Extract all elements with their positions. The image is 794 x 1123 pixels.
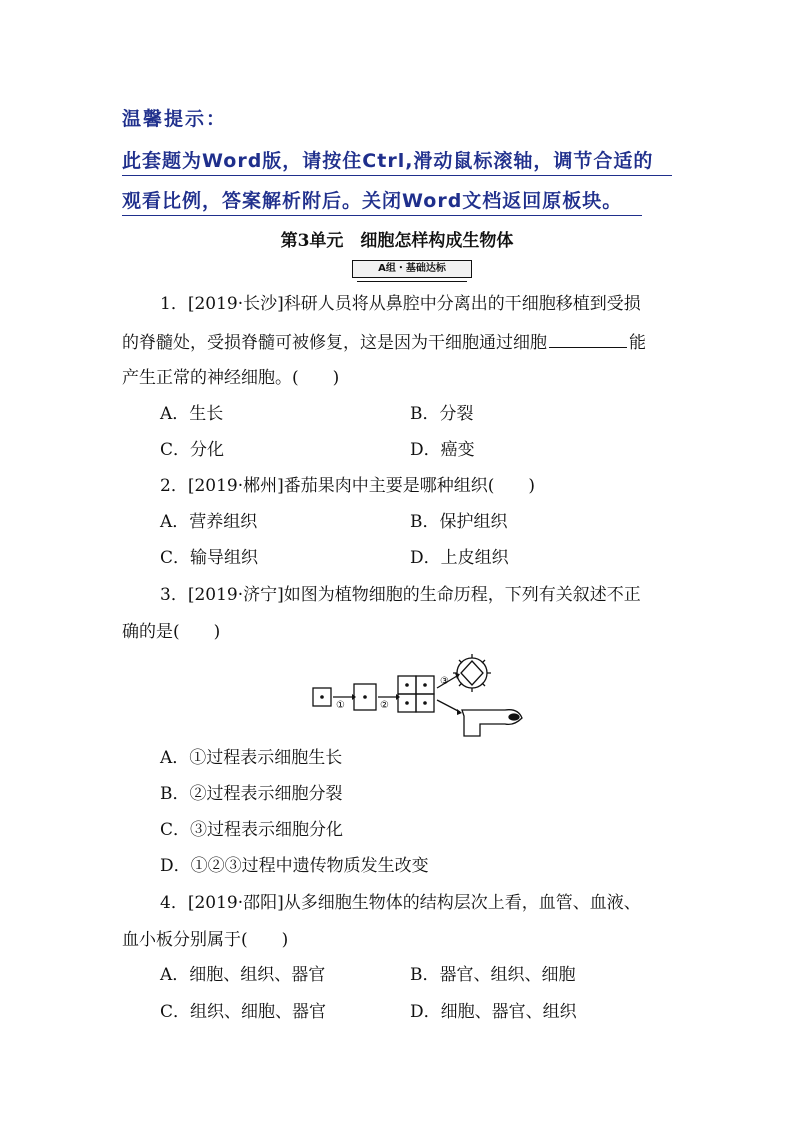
q3-line-2: 确的是( )	[122, 622, 221, 642]
label-process-3: ③	[440, 676, 449, 687]
arrow-3-down	[437, 700, 460, 712]
q1-line-2-text: 的脊髓处，受损脊髓可被修复，这是因为干细胞通过细胞	[122, 333, 547, 353]
q1-option-c[interactable]: C．分化	[160, 440, 225, 460]
q1-line-2	[122, 333, 646, 352]
notice-title: 温馨提示：	[122, 108, 228, 130]
q3-line-1: 3．[2019·济宁]如图为植物细胞的生命历程，下列有关叙述不正	[160, 585, 641, 605]
group-badge: A组・基础达标	[352, 260, 472, 278]
notice-line-2: 观看比例，答案解析附后。关闭Word文档返回原板块。	[122, 186, 642, 216]
cell-life-cycle-diagram	[300, 652, 532, 738]
q1-option-b[interactable]: B．分裂	[410, 404, 474, 424]
q4-option-d[interactable]: D．细胞、器官、组织	[410, 1002, 577, 1022]
q1-line-1: 1．[2019·长沙]科研人员将从鼻腔中分离出的干细胞移植到受损	[160, 294, 641, 314]
q3-option-d[interactable]: D．①②③过程中遗传物质发生改变	[160, 856, 429, 876]
q1-line-3: 产生正常的神经细胞。( )	[122, 368, 340, 388]
unit-title: 第3单元 细胞怎样构成生物体	[280, 231, 514, 251]
differentiated-cell-diamond	[461, 661, 483, 685]
label-process-1: ①	[336, 700, 345, 711]
q4-option-c[interactable]: C．组织、细胞、器官	[160, 1002, 327, 1022]
q2-option-c[interactable]: C．输导组织	[160, 548, 259, 568]
notice-line-1: 此套题为Word版，请按住Ctrl,滑动鼠标滚轴，调节合适的	[122, 146, 672, 176]
q2-line-1: 2．[2019·郴州]番茄果肉中主要是哪种组织( )	[160, 476, 536, 496]
q1-option-d[interactable]: D．癌变	[410, 440, 475, 460]
q1-line-2-end: 能	[629, 333, 646, 353]
q1-blank	[549, 333, 627, 348]
q2-option-b[interactable]: B．保护组织	[410, 512, 508, 532]
q4-line-2: 血小板分别属于( )	[122, 930, 289, 950]
q4-line-1: 4．[2019·邵阳]从多细胞生物体的结构层次上看，血管、血液、	[160, 893, 641, 913]
label-process-2: ②	[380, 700, 389, 711]
q2-option-a[interactable]: A．营养组织	[160, 512, 258, 532]
q4-option-a[interactable]: A．细胞、组织、器官	[160, 965, 326, 985]
q3-option-b[interactable]: B．②过程表示细胞分裂	[160, 784, 343, 804]
q1-option-a[interactable]: A．生长	[160, 404, 224, 424]
q4-option-b[interactable]: B．器官、组织、细胞	[410, 965, 576, 985]
q3-option-a[interactable]: A．①过程表示细胞生长	[160, 748, 343, 768]
q2-option-d[interactable]: D．上皮组织	[410, 548, 509, 568]
q3-option-c[interactable]: C．③过程表示细胞分化	[160, 820, 344, 840]
